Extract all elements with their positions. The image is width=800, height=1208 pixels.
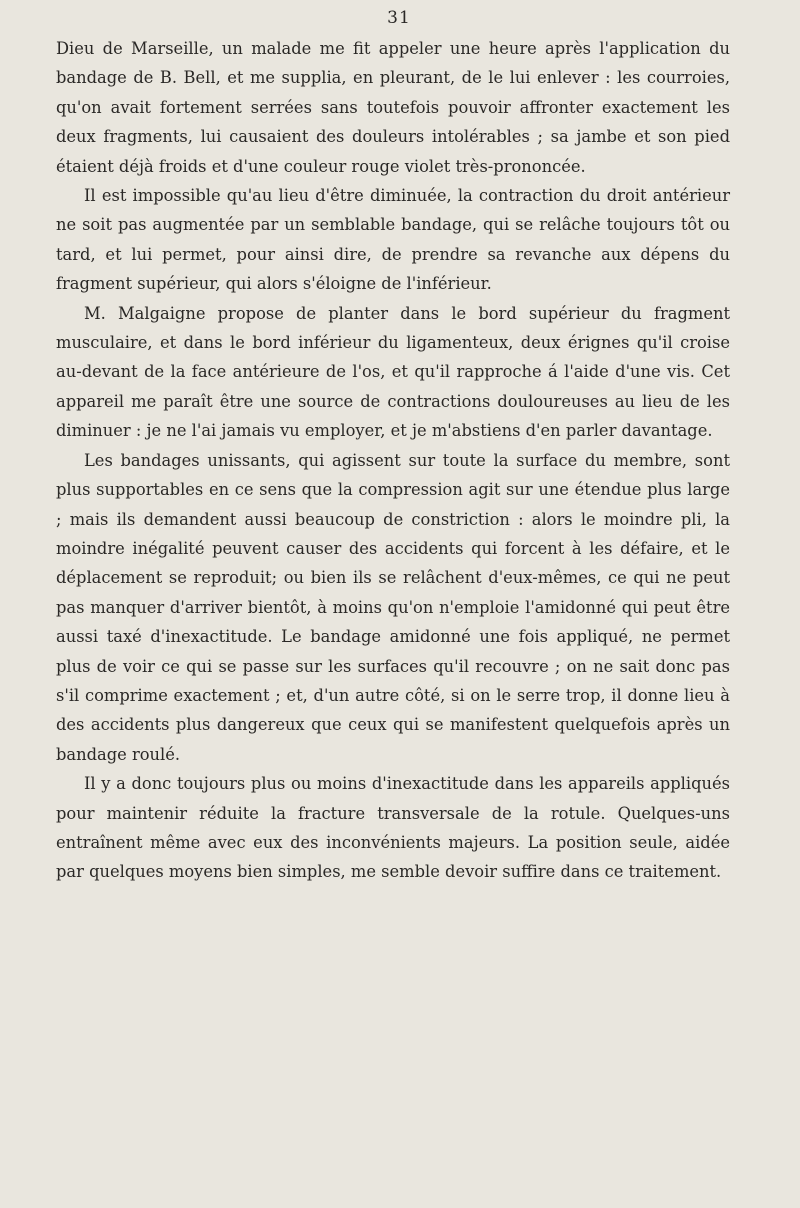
paragraph-1: Dieu de Marseille, un malade me fit appeler une heure après l'application du bandage de B. Bell, et me supplia, en pleurant, de le lui enlever : les courroies, qu'on avait fortement serrées sans toutefois pouvoir affronter exactement les deux fragments, lui causaient des douleurs intolérables ; sa jambe et son pied étaient déjà froids et d'une couleur rouge violet très-prononcée.	[56, 39, 730, 176]
paragraph-5: Il y a donc toujours plus ou moins d'inexactitude dans les appareils appliqués pour maintenir réduite la fracture transversale de la rotule. Quelques-uns entraînent même avec eux des inconvénients majeurs. La position seule, aidée par quelques moyens bien simples, me semble devoir suffire dans ce traitement.	[56, 774, 730, 882]
paragraph-2: Il est impossible qu'au lieu d'être diminuée, la contraction du droit antérieur ne soit pas augmentée par un semblable bandage, qui se relâche toujours tôt ou tard, et lui permet, pour ainsi dire, de prendre sa revanche aux dépens du fragment supérieur, qui alors s'éloigne de l'inférieur.	[56, 186, 730, 294]
page-number: 31	[387, 8, 411, 28]
paragraph-3: M. Malgaigne propose de planter dans le bord supérieur du fragment musculaire, et dans le bord inférieur du ligamenteux, deux érignes qu'il croise au-devant de la face antérieure de l'os, et qu'il rapproche á l'aide d'une vis. Cet appareil me paraît être une source de contractions douloureuses au lieu de les diminuer : je ne l'ai jamais vu employer, et je m'abstiens d'en parler davantage.	[56, 303, 730, 441]
body-text	[56, 34, 730, 887]
paragraph-4: Les bandages unissants, qui agissent sur toute la surface du membre, sont plus supportables en ce sens que la compression agit sur une étendue plus large ; mais ils demandent aussi beaucoup de constriction : alors le moindre pli, la moindre inégalité peuvent causer des accidents qui forcent à les défaire, et le déplacement se reproduit; ou bien ils se relâchent d'eux-mêmes, ce qui ne peut pas manquer d'arriver bientôt, à moins qu'on n'emploie l'amidonné qui peut être aussi taxé d'inexactitude. Le bandage amidonné une fois appliqué, ne permet plus de voir ce qui se passe sur les surfaces qu'il recouvre ; on ne sait donc pas s'il comprime exactement ; et, d'un autre côté, si on le serre trop, il donne lieu à des accidents plus dangereux que ceux qui se manifestent quelquefois après un bandage roulé.	[56, 450, 730, 764]
